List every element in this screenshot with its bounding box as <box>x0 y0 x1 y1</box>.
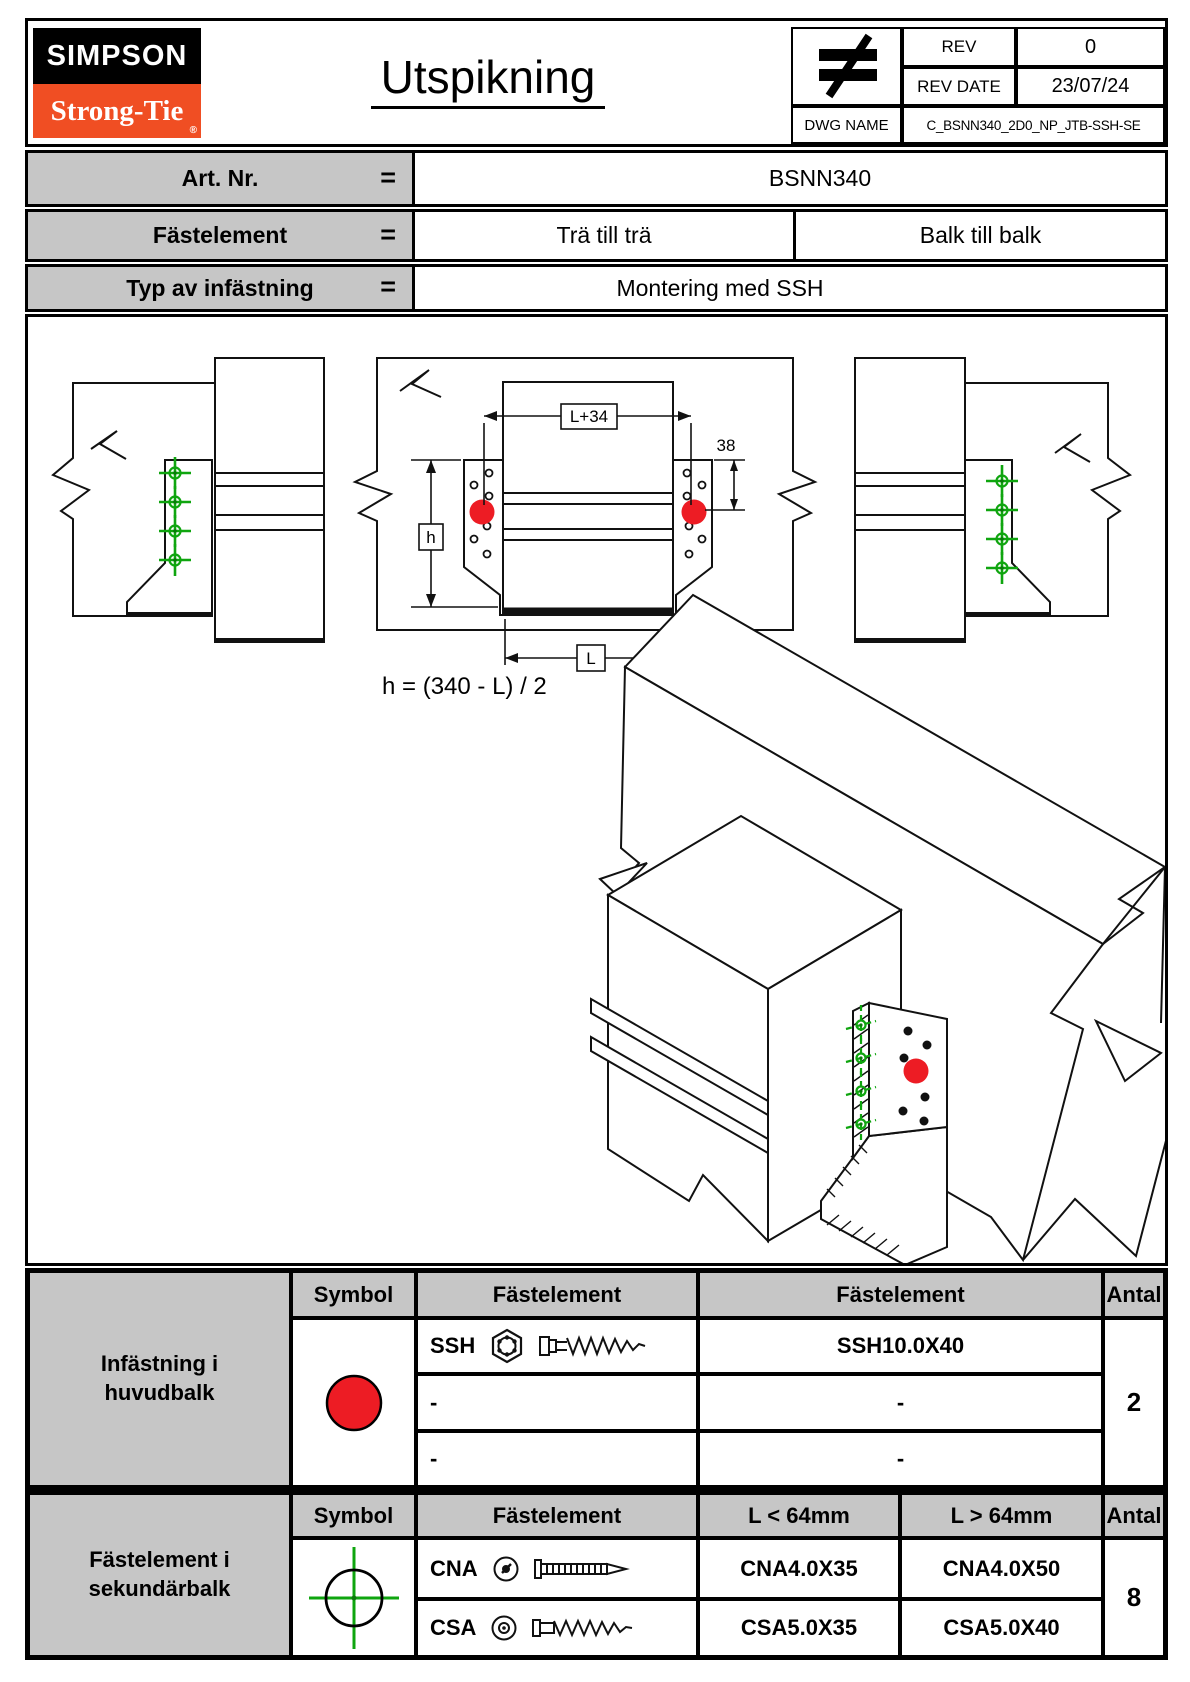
isometric-view <box>591 595 1165 1263</box>
ssh-fastener-dot-3d <box>904 1059 929 1084</box>
equals-sign: = <box>380 218 396 249</box>
equals-sign: = <box>380 161 396 192</box>
cna-head-icon <box>492 1555 520 1583</box>
table1-row3-fastener: - <box>416 1431 698 1487</box>
logo-strongtie: Strong-Tie ® <box>33 84 201 138</box>
table1-row-label: Infästning i huvudbalk <box>28 1271 291 1487</box>
projection-symbol-cell <box>791 27 902 106</box>
break-flap <box>1096 1021 1161 1081</box>
break-glyph-icon <box>1055 434 1090 462</box>
table2-row-label: Fästelement i sekundärbalk <box>28 1493 291 1657</box>
table2-header-l-lt-64: L < 64mm <box>698 1493 900 1538</box>
table2-antal-value: 8 <box>1103 1538 1165 1657</box>
break-glyph-icon <box>91 431 126 459</box>
table2-row1-l-lt-64: CNA4.0X35 <box>698 1538 900 1599</box>
drawing-panel <box>25 314 1168 1266</box>
rev-date-label: REV DATE <box>902 67 1016 106</box>
table2-row1-fastener: CNA <box>416 1538 698 1599</box>
fastelement-value-2: Balk till balk <box>793 212 1165 259</box>
not-equal-projection-icon <box>797 32 897 102</box>
registered-mark: ® <box>189 125 197 136</box>
fastelement-value-1: Trä till trä <box>556 222 652 248</box>
table1-header-symbol: Symbol <box>291 1271 416 1318</box>
table2-header-symbol: Symbol <box>291 1493 416 1538</box>
technical-drawing <box>28 317 1165 1263</box>
info-row-fastelement <box>25 209 1168 262</box>
table2-header-l-gt-64: L > 64mm <box>900 1493 1103 1538</box>
typ-label: Typ av infästning = <box>28 267 415 309</box>
cna-nail-icon <box>534 1555 634 1583</box>
simpson-strongtie-logo <box>33 28 201 138</box>
equals-sign: = <box>380 271 396 302</box>
artnr-value: BSNN340 <box>768 165 872 191</box>
right-side-view <box>855 358 1130 642</box>
info-row-artnr <box>25 150 1168 207</box>
huvudbalk-symbol-red-dot <box>314 1363 394 1443</box>
height-formula: h = (340 - L) / 2 <box>382 673 547 700</box>
ssh-washer-icon <box>489 1328 525 1364</box>
fastelement-label: Fästelement = <box>28 212 415 259</box>
table2-row2-l-lt-64: CSA5.0X35 <box>698 1599 900 1657</box>
table1-header-antal: Antal <box>1103 1271 1165 1318</box>
table2-row1-l-gt-64: CNA4.0X50 <box>900 1538 1103 1599</box>
svg-text:h: h <box>426 528 436 547</box>
table2-row2-l-gt-64: CSA5.0X40 <box>900 1599 1103 1657</box>
table2-header-fastelement: Fästelement <box>416 1493 698 1538</box>
table1-row1-value: SSH10.0X40 <box>698 1318 1103 1374</box>
header-band <box>25 18 1168 147</box>
main-beam-section <box>215 358 324 642</box>
csa-screw-icon <box>532 1613 637 1643</box>
info-row-typ <box>25 264 1168 312</box>
sekundarbalk-symbol-crosshair <box>299 1543 409 1653</box>
svg-text:L+34: L+34 <box>569 407 609 426</box>
page-title: Utspikning <box>208 43 768 115</box>
dwg-name-value: C_BSNN340_2D0_NP_JTB-SSH-SE <box>902 106 1165 144</box>
table2-header-antal: Antal <box>1103 1493 1165 1538</box>
ssh-screw-icon <box>539 1329 649 1363</box>
typ-value: Montering med SSH <box>616 274 824 301</box>
svg-text:38: 38 <box>716 436 736 455</box>
table1-row2-fastener: - <box>416 1374 698 1431</box>
table1-symbol-cell <box>291 1318 416 1487</box>
ssh-fastener-dot <box>470 500 495 525</box>
table-huvudbalk <box>25 1268 1168 1490</box>
svg-text:L: L <box>586 649 596 668</box>
table-sekundarbalk <box>25 1490 1168 1660</box>
ssh-fastener-dot <box>682 500 707 525</box>
hanger-side-plate <box>127 460 212 616</box>
csa-head-icon <box>490 1614 518 1642</box>
main-beam-section <box>855 358 965 642</box>
rev-value: 0 <box>1016 27 1165 67</box>
table1-row2-value: - <box>698 1374 1103 1431</box>
rev-date-value: 23/07/24 <box>1016 67 1165 106</box>
logo-simpson: SIMPSON <box>33 28 201 84</box>
left-side-view <box>53 358 324 642</box>
table1-header-fastelement2: Fästelement <box>698 1271 1103 1318</box>
table1-antal-value: 2 <box>1103 1318 1165 1487</box>
table2-symbol-cell <box>291 1538 416 1657</box>
table1-row3-value: - <box>698 1431 1103 1487</box>
dwg-name-label: DWG NAME <box>791 106 902 144</box>
table1-row1-fastener: SSH <box>416 1318 698 1374</box>
rev-label: REV <box>902 27 1016 67</box>
table2-row2-fastener: CSA <box>416 1599 698 1657</box>
artnr-label: Art. Nr. = <box>28 153 415 204</box>
table1-header-fastelement: Fästelement <box>416 1271 698 1318</box>
